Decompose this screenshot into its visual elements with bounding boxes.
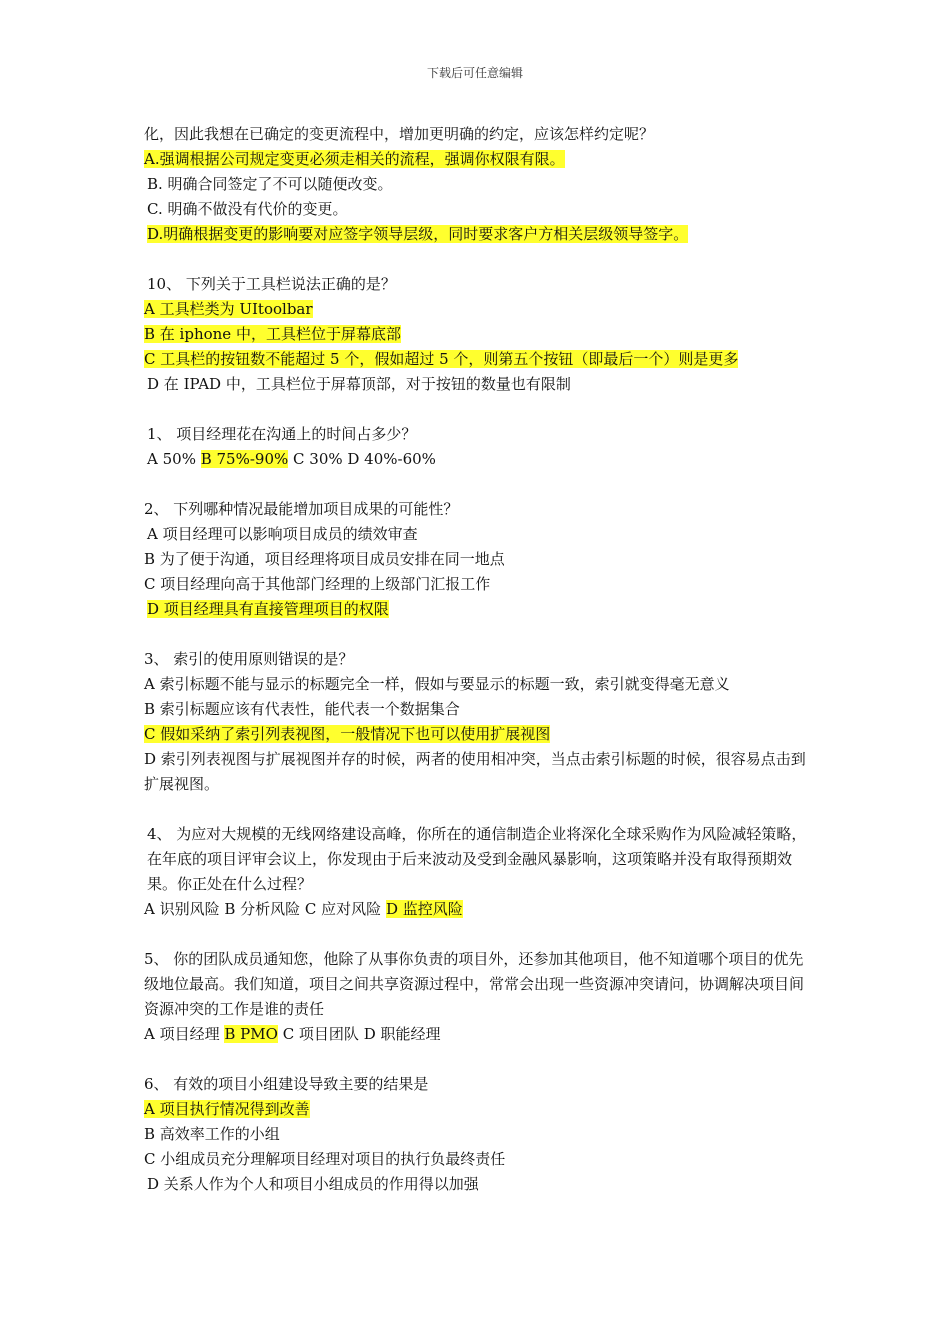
q10-option-c: C 工具栏的按钮数不能超过 5 个，假如超过 5 个，则第五个按钮（即最后一个）则是更多 [144,350,739,368]
p2-stem: 2、 下列哪种情况最能增加项目成果的可能性？ [144,500,459,518]
p4-option-d: D 监控风险 [385,900,463,918]
document-body [144,122,809,1197]
p3-stem: 3、 索引的使用原则错误的是？ [144,650,354,668]
p1-option-b: B 75%-90% [200,450,289,468]
p2-option-a: A 项目经理可以影响项目成员的绩效审查 [147,525,418,543]
p5-option-a: A 项目经理 [144,1025,225,1043]
p1-stem: 1、 项目经理花在沟通上的时间占多少？ [147,425,417,443]
p1-options [144,447,809,472]
p2-option-c: C 项目经理向高于其他部门经理的上级部门汇报工作 [144,575,491,593]
q10-stem: 10、 下列关于工具栏说法正确的是？ [147,275,396,293]
q9-option-a: A.强调根据公司规定变更必须走相关的流程，强调你权限有限。 [144,150,565,168]
q9-option-b: B. 明确合同签定了不可以随便改变。 [147,175,393,193]
p1-option-rest: C 30% D 40%-60% [288,450,436,468]
p6-option-d: D 关系人作为个人和项目小组成员的作用得以加强 [147,1175,479,1193]
p5-options [144,1022,809,1047]
p2-option-b: B 为了便于沟通，项目经理将项目成员安排在同一地点 [144,550,505,568]
q10-option-a: A 工具栏类为 UItoolbar [144,300,313,318]
p3-option-c: C 假如采纳了索引列表视图，一般情况下也可以使用扩展视图 [144,725,551,743]
p3-option-d: D 索引列表视图与扩展视图并存的时候，两者的使用相冲突，当点击索引标题的时候，很容易点击到扩展视图。 [144,750,806,793]
p6-option-a: A 项目执行情况得到改善 [144,1100,310,1118]
p5-option-rest: C 项目团队 D 职能经理 [277,1025,441,1043]
p6-option-b: B 高效率工作的小组 [144,1125,280,1143]
p6-stem: 6、 有效的项目小组建设导致主要的结果是 [144,1075,429,1093]
p4-options-abc: A 识别风险 B 分析风险 C 应对风险 [144,900,386,918]
p4-options [144,897,809,922]
p5-option-b: B PMO [224,1025,278,1043]
q10-option-b: B 在 iphone 中，工具栏位于屏幕底部 [144,325,401,343]
p3-option-b: B 索引标题应该有代表性，能代表一个数据集合 [144,700,460,718]
p5-stem: 5、 你的团队成员通知您，他除了从事你负责的项目外，还参加其他项目，他不知道哪个项目的优先级地位最高。我们知道，项目之间共享资源过程中，常常会出现一些资源冲突请问，协调解决项目间资源冲突的工作是谁的责任 [144,950,805,1018]
p1-option-a: A 50% [147,450,201,468]
page-header: 下载后可任意编辑 [426,66,523,80]
q9-option-c: C. 明确不做没有代价的变更。 [147,200,348,218]
p6-option-c: C 小组成员充分理解项目经理对项目的执行负最终责任 [144,1150,506,1168]
p3-option-a: A 索引标题不能与显示的标题完全一样，假如与要显示的标题一致，索引就变得毫无意义 [144,675,730,693]
p4-stem: 4、 为应对大规模的无线网络建设高峰，你所在的通信制造企业将深化全球采购作为风险减轻策略，在年底的项目评审会议上，你发现由于后来波动及受到金融风暴影响，这项策略并没有取得预期效果。你正处在什么过程？ [147,825,807,893]
p2-option-d: D 项目经理具有直接管理项目的权限 [147,600,389,618]
q9-option-d: D.明确根据变更的影响要对应签字领导层级，同时要求客户方相关层级领导签字。 [147,225,689,243]
q10-option-d: D 在 IPAD 中，工具栏位于屏幕顶部，对于按钮的数量也有限制 [147,375,571,393]
q9-stem-tail: 化，因此我想在已确定的变更流程中，增加更明确的约定，应该怎样约定呢？ [144,125,655,143]
